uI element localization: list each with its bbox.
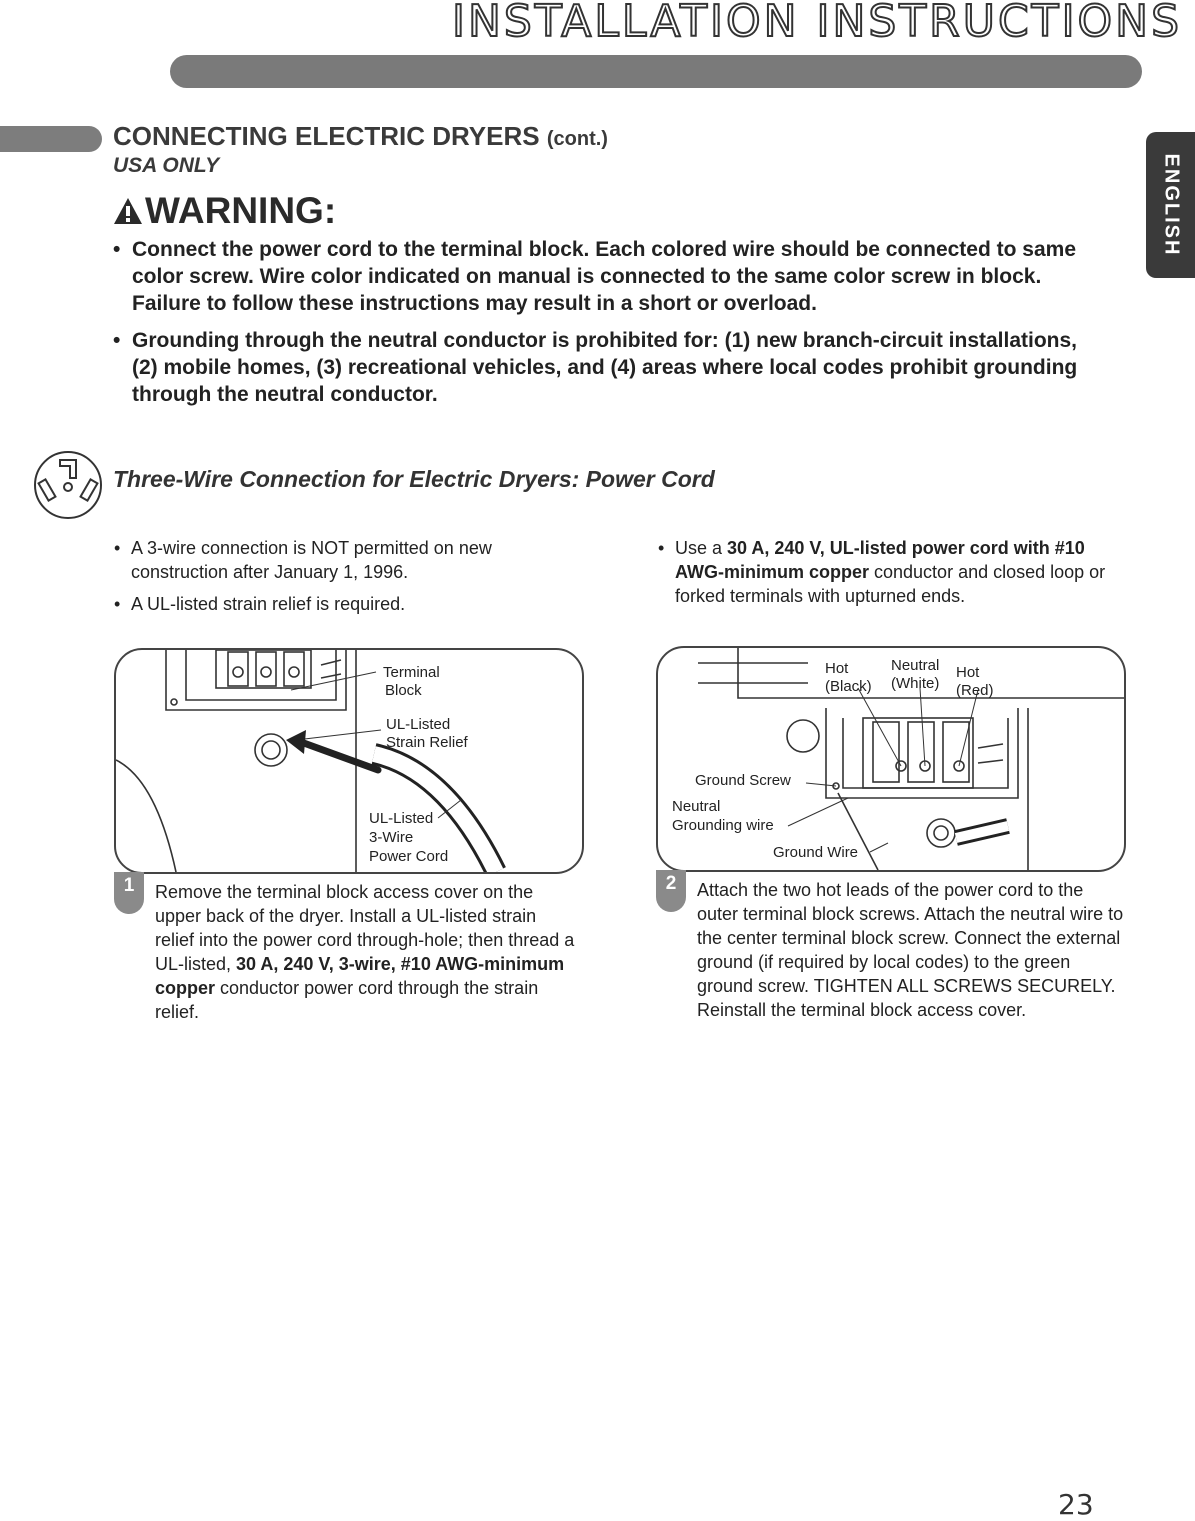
label-neutral-grounding: Grounding wire xyxy=(672,817,774,834)
label-power-cord: 3-Wire xyxy=(369,829,414,846)
label-terminal-block: Terminal xyxy=(383,664,440,681)
label-neutral-grounding: Neutral xyxy=(672,798,721,815)
page-title: INSTALLATION INSTRUCTIONS xyxy=(452,0,1183,47)
label-neutral-white: Neutral xyxy=(891,657,940,674)
warning-list xyxy=(113,236,1103,418)
list-item: • A 3-wire connection is NOT permitted on new construction after January 1, 1996. xyxy=(114,536,584,584)
label-strain-relief: UL-Listed xyxy=(386,716,451,733)
label-strain-relief: Strain Relief xyxy=(386,734,468,751)
label-power-cord: Power Cord xyxy=(369,848,449,865)
section-marker xyxy=(0,126,102,152)
label-terminal-block: Block xyxy=(385,682,422,699)
subsection-title: Three-Wire Connection for Electric Dryers: Power Cord xyxy=(113,466,715,492)
three-prong-outlet-icon xyxy=(30,450,106,520)
header-bar xyxy=(170,55,1142,88)
list-item: • A UL-listed strain relief is required. xyxy=(114,592,584,616)
left-bullet-list xyxy=(114,536,584,624)
language-tab-label: ENGLISH xyxy=(1160,153,1182,257)
label-ground-screw: Ground Screw xyxy=(695,772,791,789)
step-2-badge: 2 xyxy=(656,870,686,912)
language-tab xyxy=(1146,132,1195,278)
figure-terminal-wiring xyxy=(656,646,1126,872)
step-1-text: Remove the terminal block access cover on the upper back of the dryer. Install a UL-listed strain relief into the power cord through-hole; then thread a UL-listed, 30 A, 240 V, 3-wire, #10 AWG-minimum copper conductor power cord through the strain relief. xyxy=(155,882,575,1022)
warning-heading-text: WARNING: xyxy=(145,190,337,231)
step-2-text: Attach the two hot leads of the power cord to the outer terminal block screws. Attach the neutral wire to the center terminal block screw. Connect the external ground (if required by local codes) to the green ground screw. TIGHTEN ALL SCREWS SECURELY. Reinstall the terminal block access cover. xyxy=(697,880,1124,1020)
section-subtitle: USA ONLY xyxy=(113,154,220,177)
step-1-bold: 30 A, 240 V, 3-wire, #10 AWG-minimum copper xyxy=(155,954,565,998)
dryer-back-illustration-1 xyxy=(116,650,582,872)
section-title xyxy=(113,121,608,152)
figure-strain-relief xyxy=(114,648,584,874)
list-item: • Use a 30 A, 240 V, UL-listed power cord with #10 AWG-minimum copper conductor and closed loop or forked terminals with upturned ends. xyxy=(658,536,1108,608)
label-hot-red: (Red) xyxy=(956,682,994,699)
warning-item: • Grounding through the neutral conductor is prohibited for: (1) new branch-circuit installations, (2) mobile homes, (3) recreational vehicles, and (4) areas where local codes prohibit grounding through the neutral conductor. xyxy=(113,327,1103,408)
warning-heading xyxy=(113,190,336,232)
cord-spec-bold: 30 A, 240 V, UL-listed power cord with #10 AWG-minimum copper xyxy=(675,538,1085,582)
right-bullet-list xyxy=(658,536,1108,616)
label-hot-black: (Black) xyxy=(825,678,872,695)
step-1-badge: 1 xyxy=(114,872,144,914)
page-number: 23 xyxy=(1058,1488,1094,1521)
label-neutral-white: (White) xyxy=(891,675,940,692)
section-title-text: CONNECTING ELECTRIC DRYERS xyxy=(113,121,540,151)
warning-item: • Connect the power cord to the terminal block. Each colored wire should be connected to same color screw. Wire color indicated on manual is connected to the same color screw in block. Failure to follow these instructions may result in a short or overload. xyxy=(113,236,1103,317)
label-hot-black: Hot xyxy=(825,660,849,677)
warning-triangle-icon xyxy=(113,197,143,225)
section-title-suffix: (cont.) xyxy=(546,128,608,150)
label-hot-red: Hot xyxy=(956,664,980,681)
label-power-cord: UL-Listed xyxy=(369,810,434,827)
label-ground-wire: Ground Wire xyxy=(773,844,859,861)
